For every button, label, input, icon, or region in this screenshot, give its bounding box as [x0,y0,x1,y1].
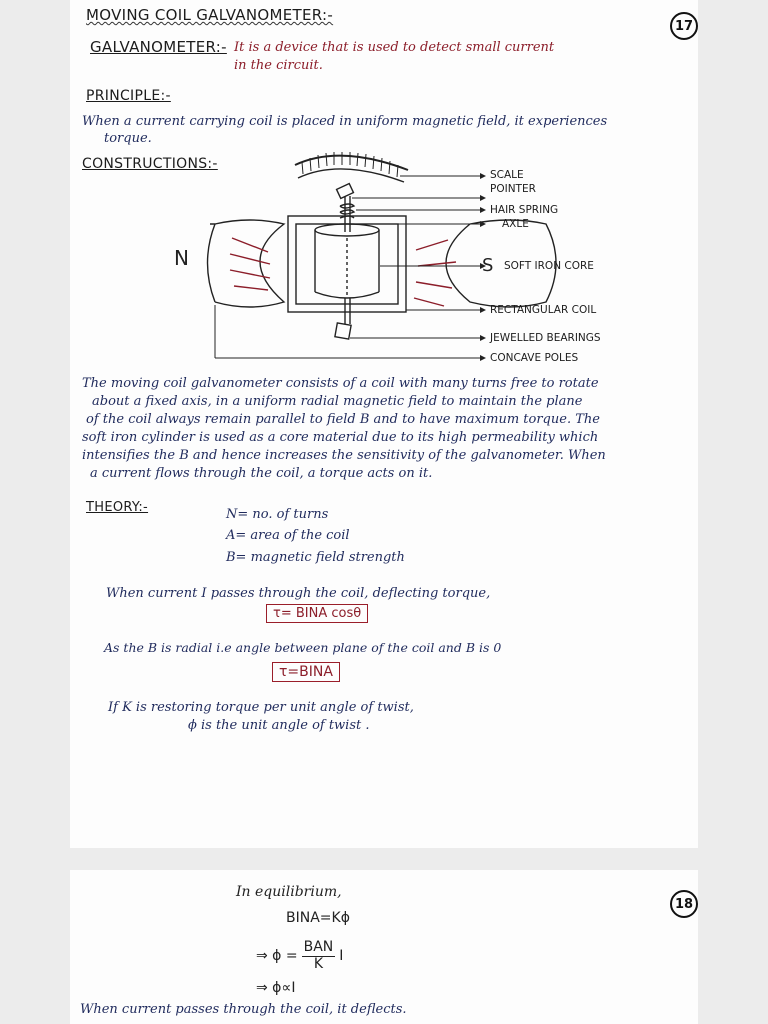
phi-suffix: I [339,948,344,964]
theory-restoring-line: If K is restoring torque per unit angle of twist, [108,700,414,715]
phi-fraction-equation [256,936,343,976]
page-title: MOVING COIL GALVANOMETER:- [86,6,334,24]
principle-heading: PRINCIPLE:- [86,88,171,104]
description-line: a current flows through the coil, a torque acts on it. [90,466,433,481]
proportionality-equation: ⇒ ϕ∝I [256,980,296,996]
equilibrium-equation: BINA=Kϕ [286,910,350,926]
label-soft-iron-core: SOFT IRON CORE [504,260,594,272]
galvanometer-definition-line2: in the circuit. [234,58,323,73]
description-line: about a fixed axis, in a uniform radial magnetic field to maintain the plane [92,394,583,409]
label-concave-poles: CONCAVE POLES [490,352,579,364]
theory-def-a: A= area of the coil [226,528,350,543]
theory-twist-line: ϕ is the unit angle of twist . [188,718,370,733]
principle-line2: torque. [104,131,152,146]
constructions-heading: CONSTRUCTIONS:- [82,156,218,172]
description-line: of the coil always remain parallel to field B and to have maximum torque. The [86,412,600,427]
fraction-numerator: BAN [303,939,334,956]
label-jewelled-bearings: JEWELLED BEARINGS [490,332,601,344]
label-hair-spring: HAIR SPRING [490,204,559,216]
label-pointer: POINTER [490,183,536,195]
phi-prefix: ⇒ ϕ = [256,948,298,964]
description-line: soft iron cylinder is used as a core material due to its high permeability which [82,430,599,445]
deflection-line: When current passes through the coil, it deflects. [80,1002,407,1017]
pole-s-label: S [482,255,494,276]
page-number-badge: 18 [670,890,698,918]
torque-equation-1: τ= BINA cosθ [266,604,368,623]
theory-radial-line: As the B is radial i.e angle between plane of the coil and B is 0 [104,640,502,655]
galvanometer-definition-line1: It is a device that is used to detect small current [234,40,555,55]
pole-n-label: N [174,246,189,270]
torque-eq2-box [272,664,340,681]
description-line: The moving coil galvanometer consists of a coil with many turns free to rotate [82,376,599,391]
notes-page-18 [70,870,698,1024]
notes-page-17 [70,0,698,848]
equilibrium-heading: In equilibrium, [236,884,342,900]
page-number-badge: 17 [670,12,698,40]
torque-equation-2: τ=BINA [272,662,340,682]
description-line: intensifies the B and hence increases the sensitivity of the galvanometer. When [82,448,606,463]
principle-line1: When a current carrying coil is placed in uniform magnetic field, it experiences [82,114,608,129]
fraction [302,940,336,972]
theory-def-n: N= no. of turns [226,507,329,522]
galvanometer-heading: GALVANOMETER:- [90,38,227,56]
label-scale: SCALE [490,169,524,181]
label-rectangular-coil: RECTANGULAR COIL [490,304,597,316]
fraction-denominator: K [313,955,324,972]
diagram-drawing [70,140,698,380]
theory-def-b: B= magnetic field strength [226,550,405,565]
theory-heading: THEORY:- [86,500,149,515]
theory-current-line: When current I passes through the coil, deflecting torque, [106,586,491,601]
label-axle: AXLE [502,218,529,230]
torque-eq1-box [266,606,368,622]
